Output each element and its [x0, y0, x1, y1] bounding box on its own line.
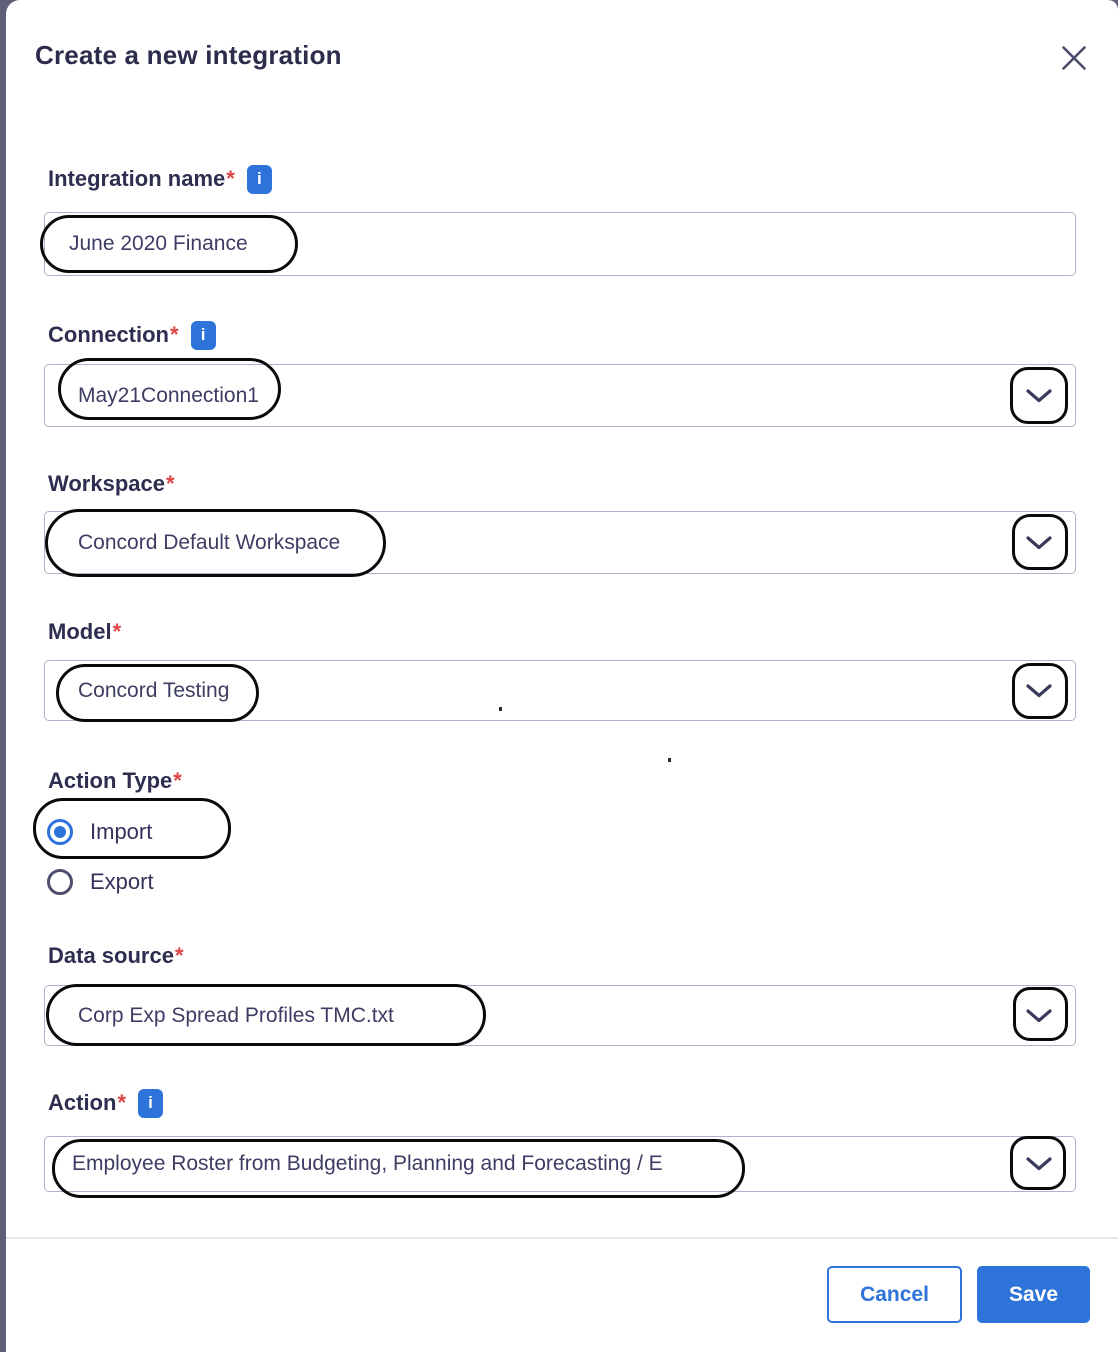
close-icon[interactable] [1054, 38, 1094, 78]
required-asterisk: * [112, 619, 122, 644]
chevron-down-icon[interactable] [1026, 684, 1052, 698]
action-label: Action [48, 1090, 117, 1115]
modal-title: Create a new integration [35, 40, 342, 70]
connection-value: May21Connection1 [78, 383, 259, 407]
footer-divider [6, 1237, 1118, 1239]
workspace-value: Concord Default Workspace [78, 530, 341, 554]
info-icon[interactable] [247, 165, 272, 194]
required-asterisk: * [173, 768, 182, 793]
integration-name-label: Integration name [48, 166, 226, 191]
stray-dot [499, 707, 502, 711]
info-icon-glyph: i [256, 169, 262, 188]
chevron-down-icon[interactable] [1026, 389, 1052, 403]
action-type-label: Action Type [48, 768, 173, 793]
model-select[interactable] [44, 660, 1076, 721]
workspace-select[interactable] [44, 511, 1076, 574]
chevron-down-icon[interactable] [1026, 1009, 1052, 1023]
action-type-label-row [48, 767, 182, 795]
integration-name-value: June 2020 Finance [69, 232, 248, 255]
required-asterisk: * [165, 471, 175, 496]
chevron-down-icon[interactable] [1026, 1157, 1052, 1171]
required-asterisk: * [170, 322, 179, 347]
required-asterisk: * [117, 1090, 127, 1115]
model-label-row [48, 618, 121, 646]
info-icon-glyph: i [148, 1093, 153, 1112]
workspace-label: Workspace [48, 471, 165, 496]
action-value: Employee Roster from Budgeting, Planning and Forecasting / E [72, 1152, 663, 1175]
model-label: Model [48, 619, 112, 644]
radio-selected-icon [47, 819, 73, 845]
connection-label: Connection [48, 322, 169, 347]
chevron-down-icon[interactable] [1026, 536, 1052, 550]
stray-dot [668, 758, 671, 762]
connection-select[interactable] [44, 364, 1076, 427]
info-icon-glyph: i [200, 325, 206, 344]
integration-name-input[interactable] [44, 212, 1076, 276]
cancel-button[interactable]: Cancel [827, 1266, 962, 1323]
required-asterisk: * [174, 943, 184, 968]
save-button[interactable]: Save [977, 1266, 1090, 1323]
data-source-select[interactable] [44, 985, 1076, 1046]
radio-import[interactable] [47, 818, 152, 846]
radio-import-label: Import [90, 819, 153, 844]
integration-name-label-row [48, 165, 272, 193]
info-icon[interactable] [138, 1089, 163, 1118]
model-value: Concord Testing [78, 678, 230, 702]
action-select[interactable] [44, 1136, 1076, 1192]
connection-label-row [48, 321, 216, 349]
required-asterisk: * [226, 166, 235, 191]
data-source-label-row [48, 942, 184, 970]
workspace-label-row [48, 470, 175, 498]
data-source-label: Data source [48, 943, 174, 968]
action-label-row [48, 1089, 163, 1117]
radio-export-label: Export [90, 869, 154, 894]
create-integration-modal [6, 0, 1118, 1352]
radio-export[interactable] [47, 868, 154, 896]
data-source-value: Corp Exp Spread Profiles TMC.txt [78, 1003, 394, 1027]
info-icon[interactable] [191, 321, 216, 350]
radio-unselected-icon [47, 869, 73, 895]
